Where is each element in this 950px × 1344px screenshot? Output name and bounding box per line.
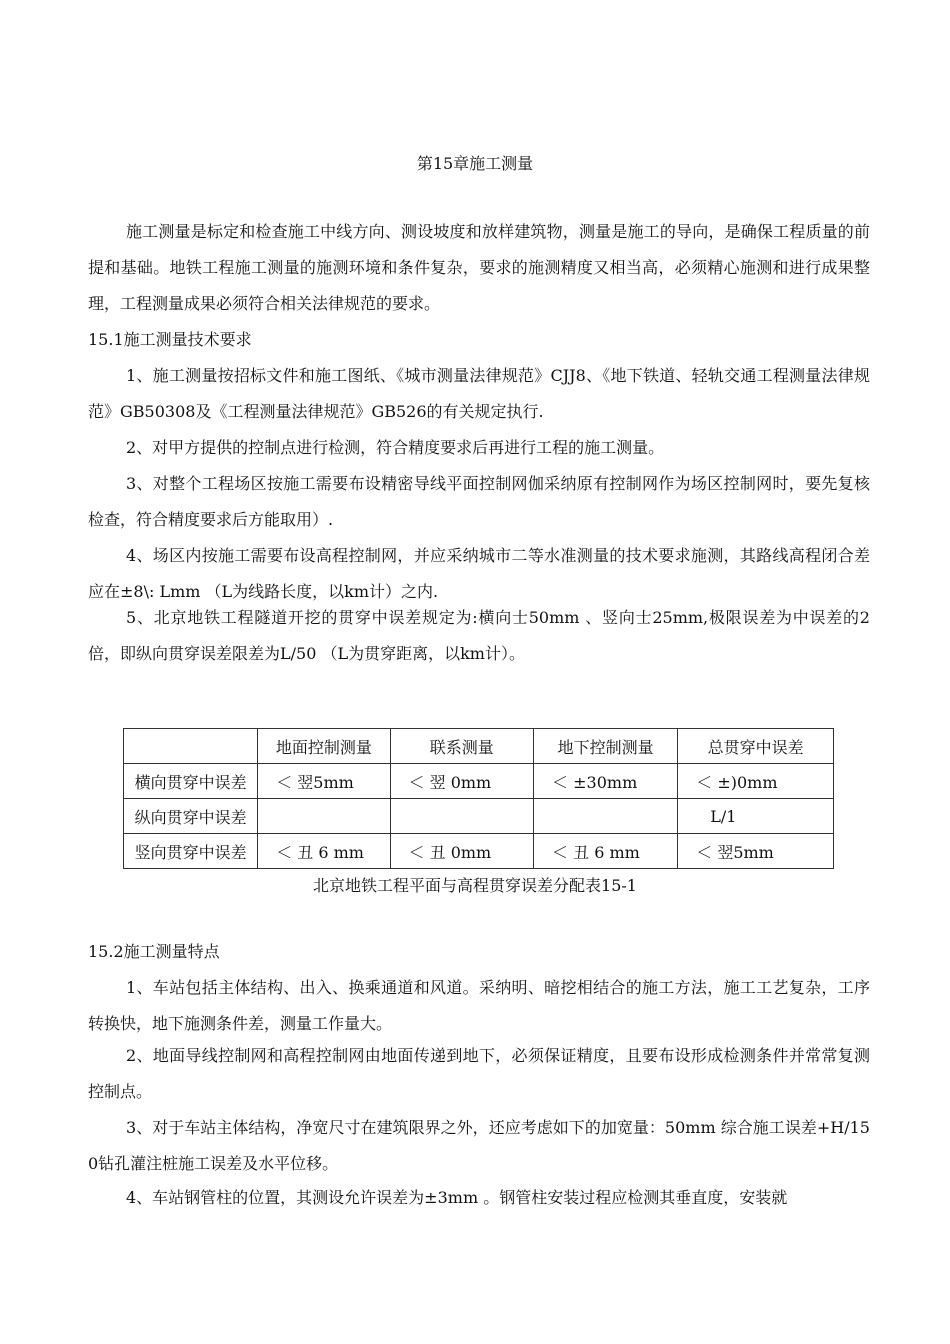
feature-item-2: 2、地面导线控制网和高程控制网由地面传递到地下，必须保证精度，且要布设形成检测条件并常常复测控制点。 <box>88 1046 870 1101</box>
section-heading-15-1: 15.1施工测量技术要求 <box>88 330 252 349</box>
table-cell <box>258 799 390 834</box>
table-header-cell: 联系测量 <box>390 729 534 764</box>
error-distribution-table <box>123 728 834 869</box>
table-cell: ＜ ±)0mm <box>678 764 834 799</box>
chapter-title: 第15章施工测量 <box>416 154 534 173</box>
table-row <box>124 799 834 834</box>
row-label-cell: 横向贯穿中误差 <box>124 764 258 799</box>
requirement-item-4: 4、场区内按施工需要布设高程控制网，并应采纳城市二等水准测量的技术要求施测，其路线高程闭合差应在±8\: Lmm （L为线路长度，以km计）之内. <box>88 546 870 601</box>
requirement-item-3: 3、对整个工程场区按施工需要布设精密导线平面控制网伽采纳原有控制网作为场区控制网时，要先复核检查，符合精度要求后方能取用）. <box>88 474 870 529</box>
intro-paragraph: 施工测量是标定和检查施工中线方向、测设坡度和放样建筑物，测量是施工的导向，是确保工程质量的前提和基础。地铁工程施工测量的施测环境和条件复杂，要求的施测精度又相当高，必须精心施测和进行成果整理，工程测量成果必须符合相关法律规范的要求。 <box>88 222 870 313</box>
table-header-cell: 总贯穿中误差 <box>678 729 834 764</box>
table-cell: ＜ 翌5mm <box>678 834 834 869</box>
table-cell <box>390 799 534 834</box>
table-cell: ＜ 丑 0mm <box>390 834 534 869</box>
row-label-cell: 纵向贯穿中误差 <box>124 799 258 834</box>
requirement-item-1: 1、施工测量按招标文件和施工图纸、《城市测量法律规范》CJJ8、《地下铁道、轻轨交通工程测量法律规范》GB50308及《工程测量法律规范》GB526的有关规定执行. <box>88 366 870 421</box>
requirement-item-2: 2、对甲方提供的控制点进行检测，符合精度要求后再进行工程的施工测量。 <box>126 438 665 457</box>
table-cell <box>534 799 678 834</box>
table-cell: ＜ 翌5mm <box>258 764 390 799</box>
table-header-cell: 地下控制测量 <box>534 729 678 764</box>
table-cell: ＜ 丑 6 mm <box>258 834 390 869</box>
table-cell: ＜ 丑 6 mm <box>534 834 678 869</box>
table-cell: ＜ ±30mm <box>534 764 678 799</box>
table-header-cell: 地面控制测量 <box>258 729 390 764</box>
requirement-item-5: 5、北京地铁工程隧道开挖的贯穿中误差规定为:横向士50mm 、竖向士25mm,极限误差为中误差的2倍，即纵向贯穿误差限差为L/50 （L为贯穿距离，以km计）。 <box>88 608 870 663</box>
table-caption: 北京地铁工程平面与高程贯穿误差分配表15-1 <box>313 876 637 895</box>
feature-item-3: 3、对于车站主体结构，净宽尺寸在建筑限界之外，还应考虑如下的加宽量：50mm 综合施工误差+H/150钻孔灌注桩施工误差及水平位移。 <box>88 1118 870 1173</box>
section-heading-15-2: 15.2施工测量特点 <box>88 942 220 961</box>
table-header-row <box>124 729 834 764</box>
feature-item-4: 4、车站钢管柱的位置，其测设允许误差为±3mm 。钢管柱安装过程应检测其垂直度，安装就 <box>126 1188 788 1207</box>
table-cell: ＜ 翌 0mm <box>390 764 534 799</box>
table-header-cell <box>124 729 258 764</box>
row-label-cell: 竖向贯穿中误差 <box>124 834 258 869</box>
feature-item-1: 1、车站包括主体结构、出入、换乘通道和风道。采纳明、暗挖相结合的施工方法，施工工艺复杂，工序转换快，地下施测条件差，测量工作量大。 <box>88 978 870 1033</box>
table-row <box>124 834 834 869</box>
table-row <box>124 764 834 799</box>
table-cell: L/1 <box>678 799 834 834</box>
